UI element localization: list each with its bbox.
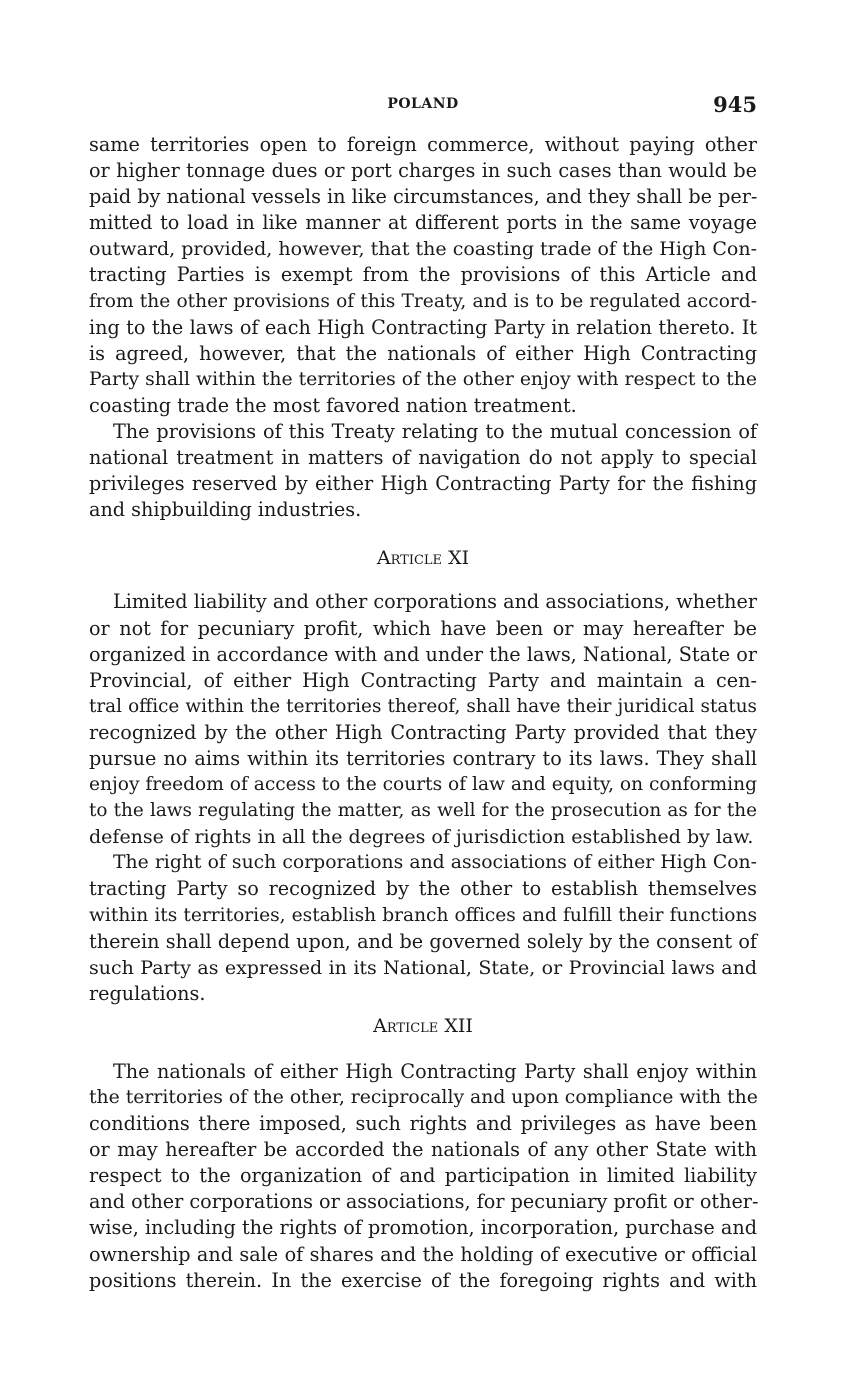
paragraph-corporate-rights (89, 1059, 757, 1294)
page-number: 945 (713, 92, 757, 117)
text-line: privileges reserved by either High Contracting Party for the fishing (89, 472, 757, 496)
paragraph-coasting-trade (89, 132, 757, 419)
text-line: tracting Parties is exempt from the provisions of this Article and (89, 263, 757, 287)
text-line: wise, including the rights of promotion, incorporation, purchase and (89, 1216, 757, 1240)
running-title: POLAND (387, 96, 459, 112)
text-line: national treatment in matters of navigation do not apply to special (89, 446, 757, 470)
text-line: ownership and sale of shares and the holding of executive or official (89, 1242, 757, 1266)
text-line: The nationals of either High Contracting Party shall enjoy within (113, 1059, 757, 1083)
text-line: The right of such corporations and associations of either High Con- (113, 852, 757, 874)
text-line: outward, provided, however, that the coasting trade of the High Con- (89, 238, 757, 261)
text-line: or not for pecuniary profit, which have been or may hereafter be (89, 616, 757, 640)
text-line: The provisions of this Treaty relating to the mutual concession of (113, 420, 757, 444)
text-line: coasting trade the most favored nation treatment. (89, 393, 577, 417)
paragraph-fishing-shipbuilding (89, 419, 757, 523)
text-line: the territories of the other, reciprocally and upon compliance with the (89, 1087, 758, 1108)
text-line: within its territories, establish branch offices and fulfill their functions (89, 904, 757, 926)
text-line: Party shall within the territories of the other enjoy with respect to the (89, 368, 757, 390)
text-line: mitted to load in like manner at different ports in the same voyage (89, 211, 757, 235)
text-line: recognized by the other High Contracting Party provided that they (89, 720, 757, 744)
text-line: regulations. (89, 981, 206, 1005)
text-line: same territories open to foreign commerce, without paying other (89, 133, 757, 156)
text-line: from the other provisions of this Treaty, and is to be regulated accord- (89, 290, 757, 312)
text-line: is agreed, however, that the nationals of either High Contracting (89, 341, 757, 365)
article-heading-xii: Article XII (373, 1014, 473, 1037)
paragraph-branch-offices (89, 850, 757, 1007)
article-heading-xi: Article XI (376, 547, 470, 570)
text-line: enjoy freedom of access to the courts of law and equity, on conforming (89, 774, 757, 796)
text-line: pursue no aims within its territories contrary to its laws. They shall (89, 746, 757, 770)
text-line: therein shall depend upon, and be governed solely by the consent of (89, 929, 757, 953)
text-line: defense of rights in all the degrees of jurisdiction established by law. (89, 826, 754, 849)
text-line: organized in accordance with and under the laws, National, State or (89, 642, 757, 666)
document-page (89, 92, 757, 1294)
text-line: conditions there imposed, such rights and privileges as have been (89, 1112, 757, 1136)
running-header (89, 92, 757, 122)
text-line: or may hereafter be accorded the nationals of any other State with (89, 1138, 757, 1162)
text-line: such Party as expressed in its National, State, or Provincial laws and (89, 956, 757, 979)
text-line: respect to the organization of and participation in limited liability (89, 1164, 757, 1188)
text-line: Limited liability and other corporations and associations, whether (113, 590, 757, 614)
text-line: and other corporations or associations, for pecuniary profit or other- (89, 1190, 759, 1214)
paragraph-juridical-status (89, 589, 757, 850)
text-line: paid by national vessels in like circumstances, and they shall be per- (89, 185, 758, 209)
text-line: or higher tonnage dues or port charges in such cases than would be (89, 159, 757, 183)
text-line: to the laws regulating the matter, as well for the prosecution as for the (89, 800, 757, 822)
text-line: positions therein. In the exercise of the foregoing rights and with (89, 1268, 757, 1292)
text-line: Provincial, of either High Contracting Party and maintain a cen- (89, 668, 757, 692)
text-line: ing to the laws of each High Contracting Party in relation thereto. It (89, 315, 757, 339)
text-line: tral office within the territories thereof, shall have their juridical status (89, 695, 757, 717)
text-line: tracting Party so recognized by the other to establish themselves (89, 877, 757, 901)
text-line: and shipbuilding industries. (89, 498, 362, 522)
